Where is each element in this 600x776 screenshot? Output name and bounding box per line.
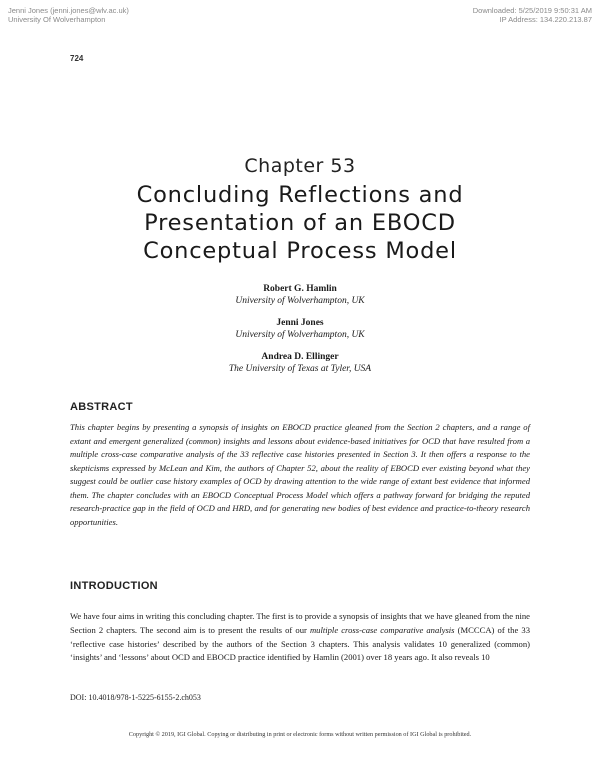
author-name: Robert G. Hamlin xyxy=(263,284,337,294)
author-name: Jenni Jones xyxy=(276,318,324,328)
author-affiliation: University of Wolverhampton, UK xyxy=(235,296,365,306)
author-name: Andrea D. Ellinger xyxy=(261,352,339,362)
title-line: Concluding Reflections and xyxy=(136,182,464,208)
introduction-text xyxy=(70,610,530,665)
watermark-ip-address: IP Address: 134.220.213.87 xyxy=(499,15,592,24)
abstract-text: This chapter begins by presenting a synopsis of insights on EBOCD practice gleaned from the Section 2 chapters, and a range of extant and emergent generalized (common) insights and lessons about evidence-based initiatives for OCD that have resulted from a multiple cross-case comparative analysis of the 33 reflective case histories presented in Section 3. It then offers a response to the skepticisms expressed by McLean and Kim, the authors of Chapter 52, about the reality of EBOCD ever existing beyond what they suggest could be outlier case history examples of OCD by drawing attention to the wide range of extant best evidence that informed them. The chapter concludes with an EBOCD Conceptual Process Model which offers a pathway forward for bridging the reputed research-practice gap in the field of OCD and HRD, and for generating new bodies of best evidence and practice-to-theory research opportunities. xyxy=(70,422,530,527)
intro-text-part: We have four aims in writing this concluding chapter. The first is to provide a synopsis of insights that we have gleaned from the nine Section 2 chapters. The second aim is to present the results of our xyxy=(70,611,530,635)
author-affiliation: University of Wolverhampton, UK xyxy=(235,330,365,340)
watermark-user-email: Jenni Jones (jenni.jones@wlv.ac.uk) xyxy=(8,6,129,15)
abstract-heading: ABSTRACT xyxy=(70,401,133,413)
intro-text-part: (MCCCA) of the 33 ‘reflective case histories’ described by the authors of the Section 3 chapters. This analysis validates 10 generalized (common) ‘insights’ and ‘lessons’ about OCD and EBOCD practice identified by Hamlin (2001) over 18 years ago. It also reveals 10 xyxy=(70,624,530,663)
author-affiliation: The University of Texas at Tyler, USA xyxy=(228,364,372,374)
author-list xyxy=(0,283,600,385)
title-line: Conceptual Process Model xyxy=(143,238,457,264)
copyright-notice: Copyright © 2019, IGI Global. Copying or distributing in print or electronic forms without written permission of IGI Global is prohibited. xyxy=(128,731,472,738)
watermark-institution: University Of Wolverhampton xyxy=(8,15,106,24)
watermark-download-date: Downloaded: 5/25/2019 9:50:31 AM xyxy=(472,6,592,15)
title-line: Presentation of an EBOCD xyxy=(144,210,456,236)
author-block xyxy=(0,283,600,307)
chapter-title xyxy=(0,181,600,265)
page-number: 724 xyxy=(70,54,84,63)
author-block xyxy=(0,351,600,375)
chapter-label: Chapter 53 xyxy=(244,155,356,177)
intro-text-italic: multiple cross-case comparative analysis xyxy=(309,624,455,635)
download-watermark-info xyxy=(473,6,592,24)
introduction-heading: INTRODUCTION xyxy=(70,580,158,592)
author-block xyxy=(0,317,600,341)
download-watermark-user xyxy=(8,6,129,24)
doi: DOI: 10.4018/978-1-5225-6155-2.ch053 xyxy=(70,693,201,702)
